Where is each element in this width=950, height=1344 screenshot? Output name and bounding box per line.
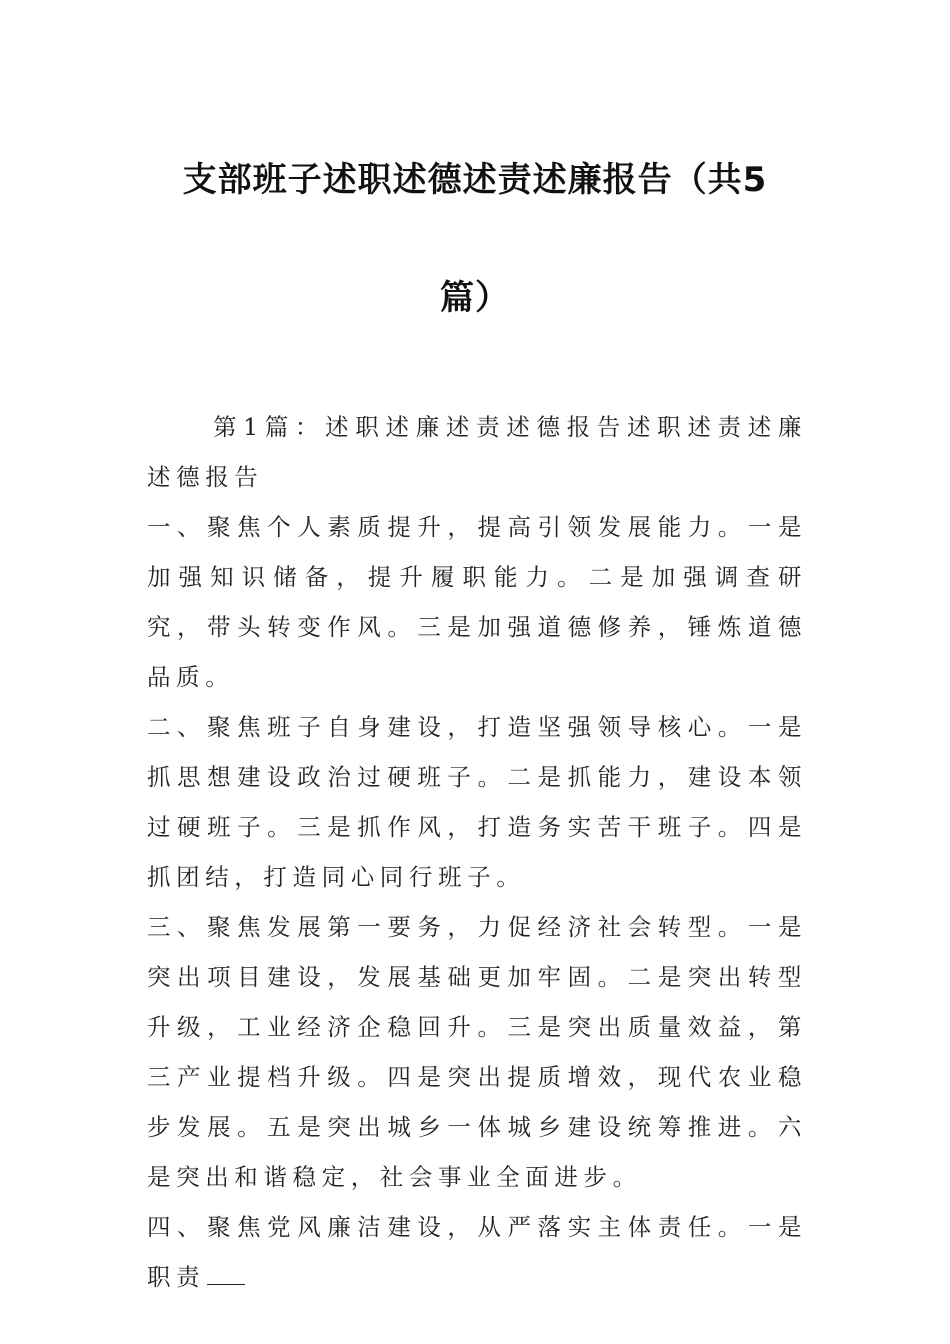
paragraph-section-4 xyxy=(147,1202,807,1302)
fill-in-blank-line xyxy=(207,1260,245,1285)
document-title-line-2: 篇） xyxy=(440,278,510,318)
paragraph-section-4-text: 四、聚焦党风廉洁建设，从严落实主体责任。一是职责 xyxy=(147,1213,807,1291)
paragraph-section-1: 一、聚焦个人素质提升，提高引领发展能力。一是加强知识储备，提升履职能力。二是加强调查研究，带头转变作风。三是加强道德修养，锤炼道德品质。 xyxy=(147,513,807,691)
document-title-line-1: 支部班子述职述德述责述廉报告（共5 xyxy=(182,160,768,200)
paragraph-heading: 第1篇：述职述廉述责述德报告述职述责述廉述德报告 xyxy=(147,413,807,491)
document-body xyxy=(147,402,807,1302)
paragraph-section-3: 三、聚焦发展第一要务，力促经济社会转型。一是突出项目建设，发展基础更加牢固。二是突出转型升级，工业经济企稳回升。三是突出质量效益，第三产业提档升级。四是突出提质增效，现代农业稳步发展。五是突出城乡一体城乡建设统筹推进。六是突出和谐稳定，社会事业全面进步。 xyxy=(147,913,807,1191)
paragraph-section-2: 二、聚焦班子自身建设，打造坚强领导核心。一是抓思想建设政治过硬班子。二是抓能力，建设本领过硬班子。三是抓作风，打造务实苦干班子。四是抓团结，打造同心同行班子。 xyxy=(147,713,807,891)
